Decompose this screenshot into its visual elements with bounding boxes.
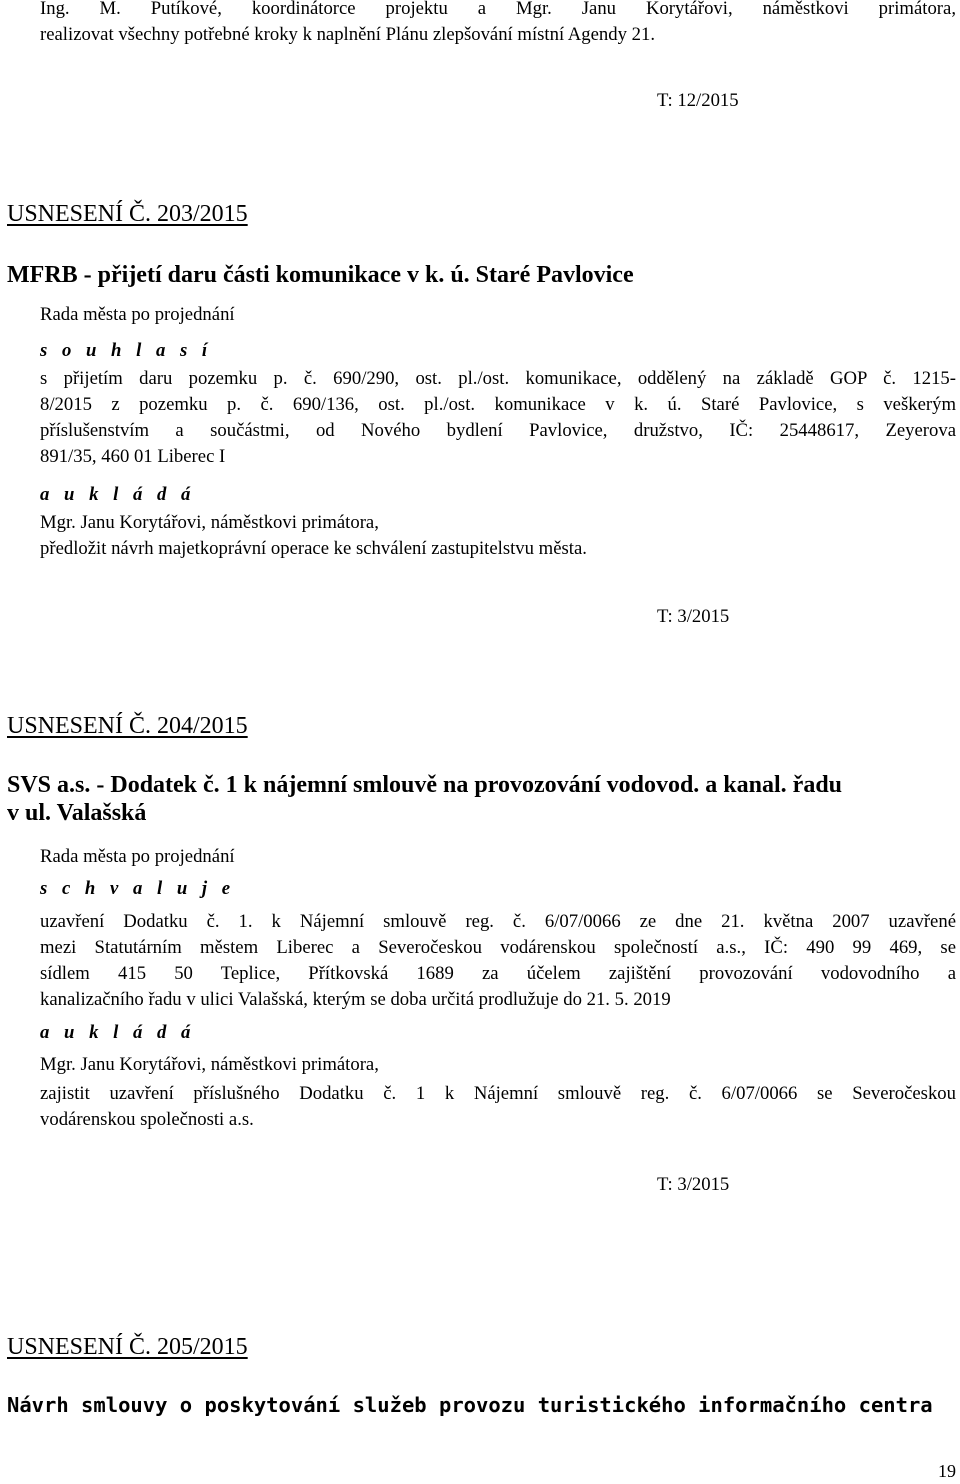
resolution-verb: s o u h l a s í (40, 340, 213, 361)
task-line: zajistit uzavření příslušného Dodatku č. 1 k Nájemní smlouvě reg. č. 6/07/0066 se Severočeskou (40, 1083, 956, 1104)
subject-line: SVS a.s. - Dodatek č. 1 k nájemní smlouvě na provozování vodovod. a kanal. řadu (7, 772, 843, 798)
task-body (40, 536, 956, 562)
council-label: Rada města po projednání (40, 304, 235, 325)
intro-line: realizovat všechny potřebné kroky k naplnění Plánu zlepšování místní Agendy 21. (40, 24, 655, 45)
page-number: 19 (938, 1461, 956, 1481)
council-label: Rada města po projednání (40, 846, 235, 867)
subject-line: Návrh smlouvy o poskytování služeb provozu turistického informačního centra (7, 1393, 933, 1417)
body-line: s přijetím daru pozemku p. č. 690/290, ost. pl./ost. komunikace, oddělený na základě GOP č. 1215- (40, 368, 956, 389)
task-verb: a u k l á d á (40, 1022, 196, 1043)
resolution-heading: USNESENÍ Č. 204/2015 (7, 713, 248, 739)
intro-line: Ing. M. Putíkové, koordinátorce projektu a Mgr. Janu Korytářovi, náměstkovi primátora, (40, 0, 956, 19)
resolution-subject (7, 1390, 959, 1420)
body-line: mezi Statutárním městem Liberec a Severočeskou vodárenskou společností a.s., IČ: 490 99 469, se (40, 937, 956, 958)
resolution-verb: s c h v a l u j e (40, 878, 236, 899)
resolution-deadline: T: 3/2015 (657, 1174, 730, 1195)
body-line: sídlem 415 50 Teplice, Přítkovská 1689 za účelem zajištění provozování vodovodního a (40, 963, 956, 984)
body-line: 8/2015 z pozemku p. č. 690/136, ost. pl./ost. komunikace v k. ú. Staré Pavlovice, s veškerým (40, 394, 956, 415)
task-body (40, 1081, 956, 1133)
resolution-deadline: T: 3/2015 (657, 606, 730, 627)
intro-paragraph (40, 0, 956, 48)
task-line: vodárenskou společnosti a.s. (40, 1109, 254, 1130)
task-person: Mgr. Janu Korytářovi, náměstkovi primátora, (40, 1054, 379, 1075)
resolution-heading: USNESENÍ Č. 205/2015 (7, 1334, 248, 1360)
body-line: příslušenstvím a součástmi, od Nového bydlení Pavlovice, družstvo, IČ: 25448617, Zeyerova (40, 420, 956, 441)
body-line: uzavření Dodatku č. 1. k Nájemní smlouvě reg. č. 6/07/0066 ze dne 21. května 2007 uzavřené (40, 911, 956, 932)
body-line: kanalizačního řadu v ulici Valašská, kterým se doba určitá prodlužuje do 21. 5. 2019 (40, 989, 671, 1010)
body-line: 891/35, 460 01 Liberec I (40, 446, 226, 467)
resolution-body (40, 366, 956, 470)
task-verb: a u k l á d á (40, 484, 196, 505)
subject-line: MFRB - přijetí daru části komunikace v k. ú. Staré Pavlovice (7, 262, 634, 288)
resolution-subject (7, 260, 955, 290)
subject-line: v ul. Valašská (7, 800, 147, 826)
task-person: Mgr. Janu Korytářovi, náměstkovi primátora, (40, 512, 379, 533)
resolution-subject (7, 770, 955, 828)
intro-deadline: T: 12/2015 (657, 90, 739, 111)
resolution-body (40, 909, 956, 1013)
resolution-heading: USNESENÍ Č. 203/2015 (7, 201, 248, 227)
task-line: předložit návrh majetkoprávní operace ke schválení zastupitelstvu města. (40, 538, 587, 559)
